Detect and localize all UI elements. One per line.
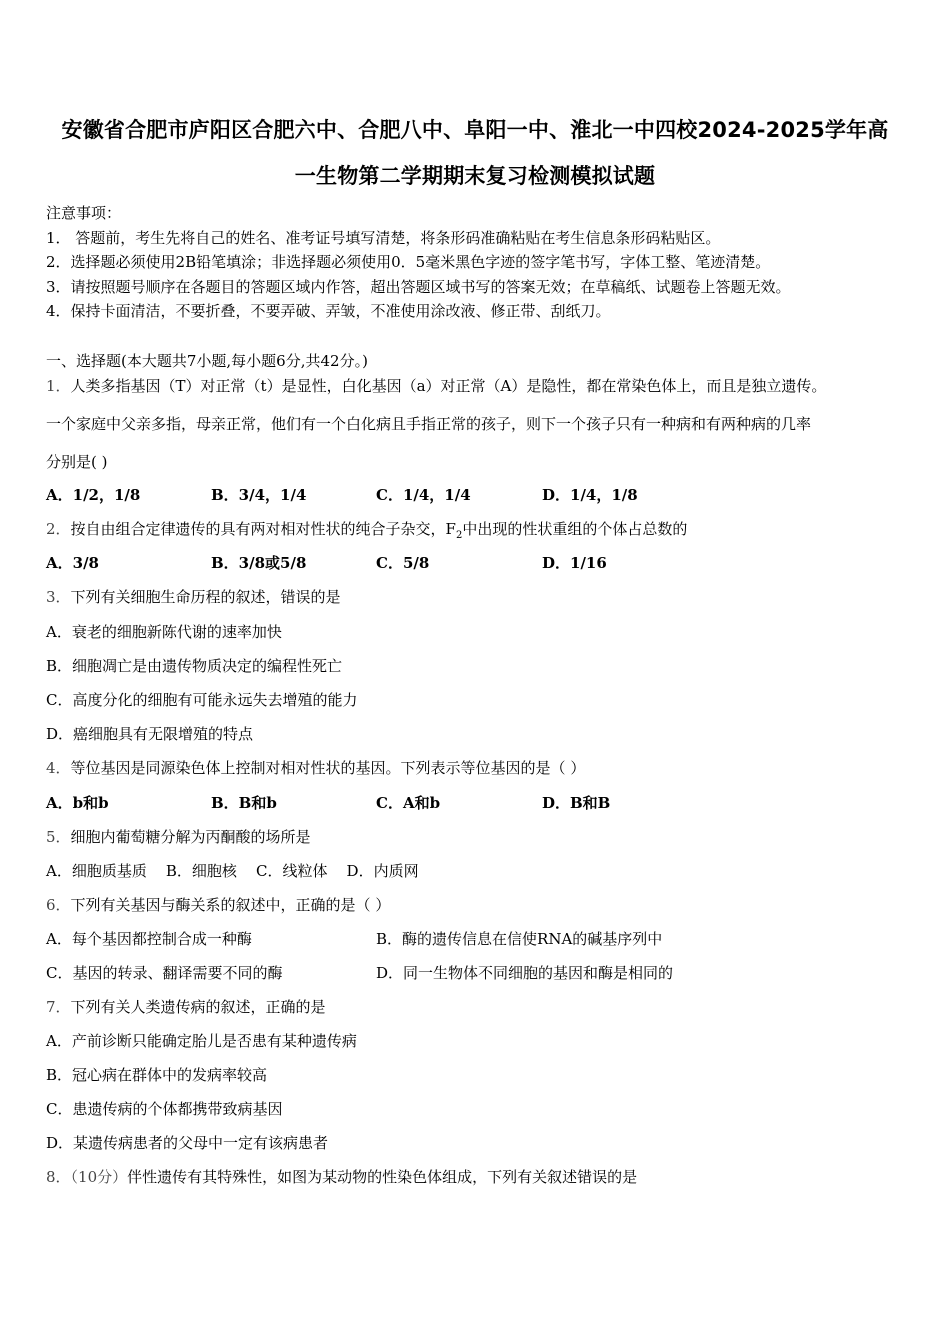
option-c: C．5/8 (376, 554, 430, 572)
option-c: C．患遗传病的个体都携带致病基因 (46, 1100, 283, 1118)
section-heading: 一、选择题(本大题共7小题,每小题6分,共42分。) (46, 352, 368, 370)
question-text: 细胞内葡萄糖分解为丙酮酸的场所是 (70, 828, 311, 846)
question-2 (46, 519, 687, 539)
option-d: D．1/4，1/8 (542, 486, 638, 504)
question-8 (46, 1167, 637, 1187)
notice-item: 1． 答题前，考生先将自己的姓名、准考证号填写清楚，将条形码准确粘贴在考生信息条形码粘贴区。 (46, 229, 721, 247)
question-6 (46, 895, 390, 915)
question-number: 5． (46, 828, 71, 846)
option-d: D．癌细胞具有无限增殖的特点 (46, 725, 254, 743)
question-1-line2: 一个家庭中父亲多指，母亲正常，他们有一个白化病且手指正常的孩子，则下一个孩子只有一种病和有两种病的几率 (46, 415, 812, 433)
notice-heading: 注意事项： (46, 204, 122, 222)
question-text: 下列有关细胞生命历程的叙述，错误的是 (70, 588, 341, 606)
option-c: C．1/4，1/4 (376, 486, 471, 504)
option-d: D．某遗传病患者的父母中一定有该病患者 (46, 1134, 329, 1152)
notice-item: 4．保持卡面清洁，不要折叠，不要弄破、弄皱，不准使用涂改液、修正带、刮纸刀。 (46, 302, 611, 320)
question-text: 下列有关人类遗传病的叙述，正确的是 (70, 998, 326, 1016)
question-number: 7． (46, 998, 71, 1016)
option-b: B．3/8或5/8 (211, 554, 307, 572)
option-a: A．每个基因都控制合成一种酶 (46, 930, 252, 948)
question-1-line1 (46, 376, 826, 396)
notice-item: 3．请按照题号顺序在各题目的答题区域内作答，超出答题区域书写的答案无效；在草稿纸、试题卷上答题无效。 (46, 278, 791, 296)
option-a: A．产前诊断只能确定胎儿是否患有某种遗传病 (46, 1032, 357, 1050)
question-text: 中出现的性状重组的个体占总数的 (462, 520, 688, 538)
option-b: B．3/4，1/4 (211, 486, 307, 504)
question-number: 1． (46, 377, 71, 395)
option-b: B．B和b (211, 794, 277, 812)
question-4 (46, 758, 585, 778)
question-text: 人类多指基因（T）对正常（t）是显性，白化基因（a）对正常（A）是隐性，都在常染色体上，而且是独立遗传。 (70, 377, 827, 395)
option-d: D．B和B (542, 794, 611, 812)
option-d: D．同一生物体不同细胞的基因和酶是相同的 (376, 964, 674, 982)
question-number: 6． (46, 896, 71, 914)
subscript: 2 (455, 530, 463, 541)
exam-title-line1: 安徽省合肥市庐阳区合肥六中、合肥八中、阜阳一中、淮北一中四校2024-2025学年高 (61, 118, 889, 142)
question-5 (46, 827, 311, 847)
option-c: C．高度分化的细胞有可能永远失去增殖的能力 (46, 691, 358, 709)
question-1-line3: 分别是( ) (46, 453, 108, 471)
question-number: 8． (46, 1168, 71, 1186)
option-a: A．1/2，1/8 (46, 486, 141, 504)
question-text: 等位基因是同源染色体上控制对相对性状的基因。下列表示等位基因的是（ ） (70, 759, 586, 777)
exam-title-line2: 一生物第二学期期末复习检测模拟试题 (294, 164, 656, 188)
question-7 (46, 997, 326, 1017)
question-text: 下列有关基因与酶关系的叙述中，正确的是（ ） (70, 896, 391, 914)
question-number: 4． (46, 759, 71, 777)
option-b: B．冠心病在群体中的发病率较高 (46, 1066, 268, 1084)
option-a: A．b和b (46, 794, 109, 812)
question-number: 3． (46, 588, 71, 606)
question-score: （10分） (70, 1168, 128, 1186)
option-a: A．3/8 (46, 554, 99, 572)
option-a: A．衰老的细胞新陈代谢的速率加快 (46, 623, 282, 641)
option-c: C．A和b (376, 794, 441, 812)
question-number: 2． (46, 520, 71, 538)
option-c: C．基因的转录、翻译需要不同的酶 (46, 964, 283, 982)
notice-item: 2．选择题必须使用2B铅笔填涂；非选择题必须使用0．5毫米黑色字迹的签字笔书写，字体工整、笔迹清楚。 (46, 253, 771, 271)
option-d: D．1/16 (542, 554, 607, 572)
options-row: A．细胞质基质 B．细胞核 C．线粒体 D．内质网 (46, 862, 419, 880)
question-text: 伴性遗传有其特殊性，如图为某动物的性染色体组成，下列有关叙述错误的是 (127, 1168, 638, 1186)
option-b: B．酶的遗传信息在信使RNA的碱基序列中 (376, 930, 663, 948)
question-text: 按自由组合定律遗传的具有两对相对性状的纯合子杂交，F (70, 520, 456, 538)
question-3 (46, 587, 341, 607)
option-b: B．细胞凋亡是由遗传物质决定的编程性死亡 (46, 657, 343, 675)
